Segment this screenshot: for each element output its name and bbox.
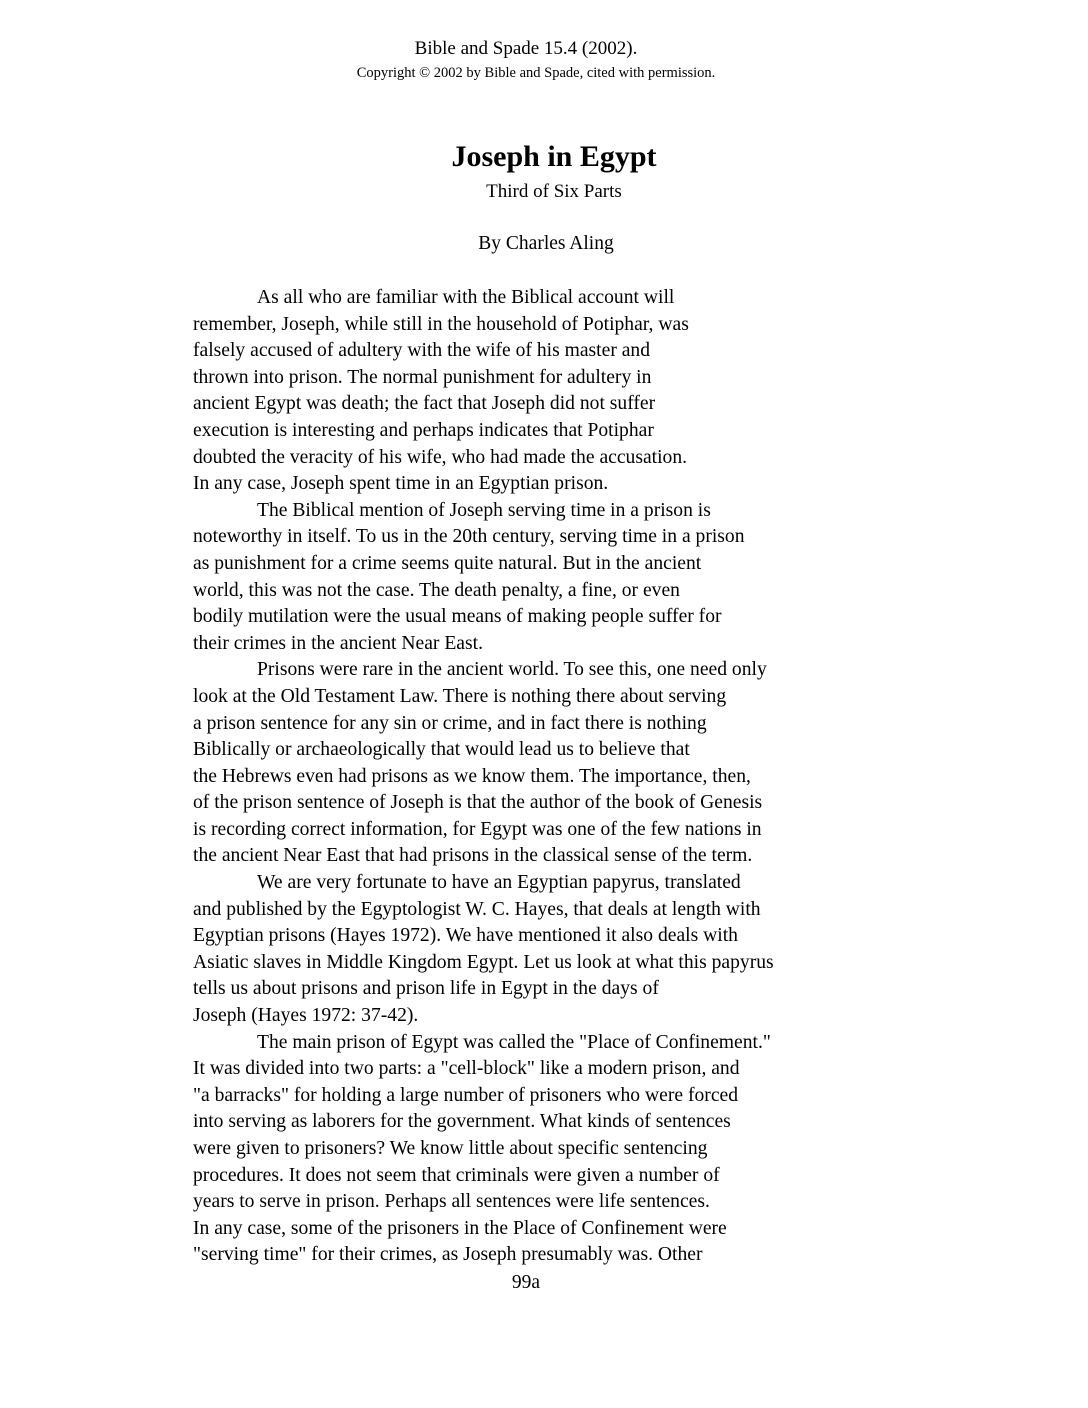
body-line: their crimes in the ancient Near East. xyxy=(193,632,483,654)
body-line: doubted the veracity of his wife, who had made the accusation. xyxy=(193,446,688,468)
body-line: as punishment for a crime seems quite natural. But in the ancient xyxy=(193,552,702,574)
body-line: a prison sentence for any sin or crime, and in fact there is nothing xyxy=(193,712,707,734)
body-line: Egyptian prisons (Hayes 1972). We have mentioned it also deals with xyxy=(193,925,738,947)
body-line: ancient Egypt was death; the fact that Joseph did not suffer xyxy=(193,393,656,415)
body-line: noteworthy in itself. To us in the 20th century, serving time in a prison xyxy=(193,526,745,548)
body-line: years to serve in prison. Perhaps all sentences were life sentences. xyxy=(193,1191,710,1213)
body-line: "a barracks" for holding a large number of prisoners who were forced xyxy=(193,1084,739,1106)
body-line: procedures. It does not seem that criminals were given a number of xyxy=(193,1164,720,1186)
body-line: tells us about prisons and prison life in Egypt in the days of xyxy=(193,978,659,1000)
body-line: bodily mutilation were the usual means of making people suffer for xyxy=(193,606,722,628)
article-title: Joseph in Egypt xyxy=(451,140,657,173)
body-line: execution is interesting and perhaps indicates that Potiphar xyxy=(193,419,654,441)
body-line: Biblically or archaeologically that would lead us to believe that xyxy=(193,739,690,761)
article-body xyxy=(193,285,913,1269)
body-line: The Biblical mention of Joseph serving time in a prison is xyxy=(257,499,711,521)
page-number: 99a xyxy=(511,1272,541,1293)
body-line: the Hebrews even had prisons as we know them. The importance, then, xyxy=(193,765,751,787)
body-line: is recording correct information, for Egypt was one of the few nations in xyxy=(193,818,762,840)
body-line: Prisons were rare in the ancient world. To see this, one need only xyxy=(257,659,767,681)
article-subtitle: Third of Six Parts xyxy=(486,181,622,202)
body-line: As all who are familiar with the Biblical account will xyxy=(257,287,675,308)
body-line: Joseph (Hayes 1972: 37-42). xyxy=(193,1005,419,1027)
body-line: the ancient Near East that had prisons in the classical sense of the term. xyxy=(193,845,753,867)
body-line: of the prison sentence of Joseph is that the author of the book of Genesis xyxy=(193,792,763,814)
body-line: and published by the Egyptologist W. C. Hayes, that deals at length with xyxy=(193,898,761,920)
copyright-notice: Copyright © 2002 by Bible and Spade, cited with permission. xyxy=(356,65,716,81)
body-line: It was divided into two parts: a "cell-block" like a modern prison, and xyxy=(193,1058,740,1080)
body-line: The main prison of Egypt was called the "Place of Confinement." xyxy=(257,1031,771,1053)
body-line: thrown into prison. The normal punishment for adultery in xyxy=(193,366,652,388)
body-line: world, this was not the case. The death penalty, a fine, or even xyxy=(193,579,680,601)
body-line: "serving time" for their crimes, as Joseph presumably was. Other xyxy=(193,1244,703,1266)
body-line: remember, Joseph, while still in the household of Potiphar, was xyxy=(193,313,689,335)
journal-citation: Bible and Spade 15.4 (2002). xyxy=(414,38,638,59)
body-line: In any case, some of the prisoners in the Place of Confinement were xyxy=(193,1217,727,1239)
body-line: look at the Old Testament Law. There is nothing there about serving xyxy=(193,685,727,707)
body-line: were given to prisoners? We know little about specific sentencing xyxy=(193,1138,708,1159)
body-line: Asiatic slaves in Middle Kingdom Egypt. Let us look at what this papyrus xyxy=(193,951,774,973)
body-line: In any case, Joseph spent time in an Egyptian prison. xyxy=(193,473,609,495)
body-line: We are very fortunate to have an Egyptian papyrus, translated xyxy=(257,872,741,894)
body-line: falsely accused of adultery with the wife of his master and xyxy=(193,340,651,362)
article-byline: By Charles Aling xyxy=(478,233,614,254)
body-line: into serving as laborers for the government. What kinds of sentences xyxy=(193,1111,731,1133)
